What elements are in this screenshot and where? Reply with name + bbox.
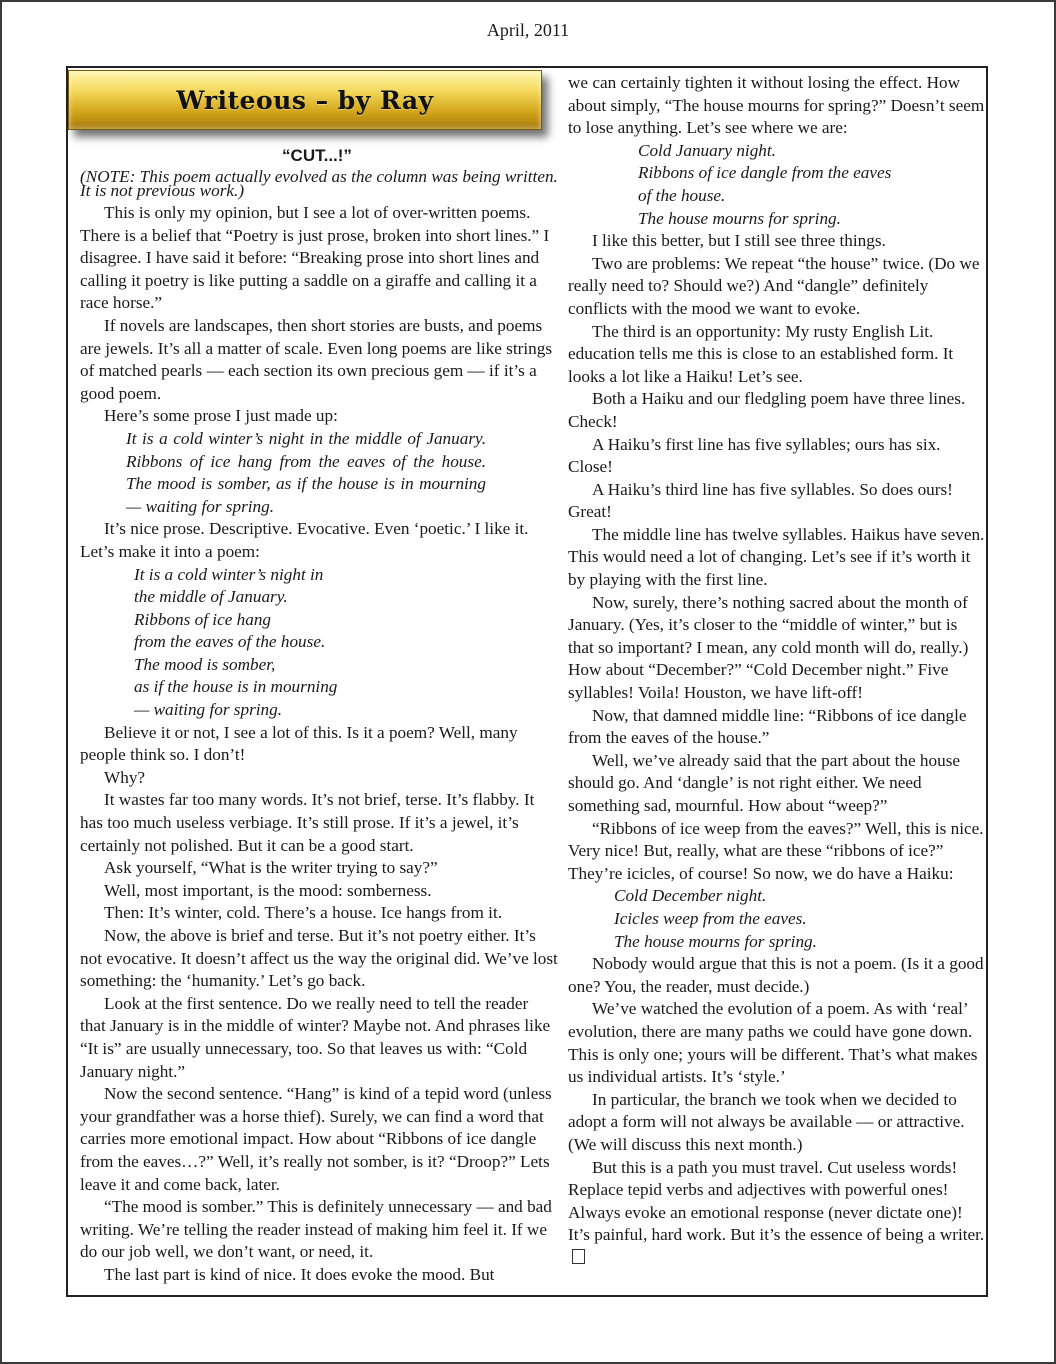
paragraph: Nobody would argue that this is not a poem. (Is it a good one? You, the reader, must decide.) <box>568 954 984 996</box>
paragraph: The middle line has twelve syllables. Haikus have seven. This would need a lot of changing. Let’s see if it’s worth it by playing with the first line. <box>568 524 985 590</box>
poem-line: — waiting for spring. <box>134 700 283 720</box>
paragraph: It wastes far too many words. It’s not brief, terse. It’s flabby. It has too much useless verbiage. It’s still prose. If it’s a jewel, it’s certainly not polished. But it can be a good start. <box>80 790 535 855</box>
paragraph: Both a Haiku and our fledgling poem have three lines. Check! <box>568 389 966 431</box>
paragraph: Two are problems: We repeat “the house” twice. (Do we really need to? Should we?) And “dangle” definitely conflicts with the mood we want to evoke. <box>568 253 980 318</box>
paragraph: It’s nice prose. Descriptive. Evocative. Even ‘poetic.’ I like it. Let’s make it into a poem: <box>80 519 529 561</box>
paragraph: Why? <box>104 767 146 787</box>
haiku-line: The house mourns for spring. <box>614 931 817 951</box>
paragraph: Well, most important, is the mood: somberness. <box>104 880 432 900</box>
paragraph: “Ribbons of ice weep from the eaves?” Well, this is nice. Very nice! But, really, what are these “ribbons of ice?” They’re icicles, of course! So now, we do have a Haiku: <box>568 818 984 883</box>
paragraph: we can certainly tighten it without losing the effect. How about simply, “The house mourns for spring?” Doesn’t seem to lose anything. Let’s see where we are: <box>568 73 985 138</box>
issue-date: April, 2011 <box>486 20 570 40</box>
left-column <box>80 167 558 1287</box>
haiku-line: Icicles weep from the eaves. <box>614 908 807 928</box>
haiku-line: Cold December night. <box>614 886 767 906</box>
poem-line: The house mourns for spring. <box>638 208 841 228</box>
paragraph: A Haiku’s third line has five syllables. So does ours! Great! <box>568 479 953 522</box>
paragraph: Now the second sentence. “Hang” is kind of a tepid word (unless your grandfather was a horse thief). Surely, we can find a word that carries more emotional impact. How about “Ribbons of ice dangle from the eaves…?” Well, it’s really not somber, is it? “Droop?” Lets leave it and come back, later. <box>80 1084 552 1194</box>
paragraph: The third is an opportunity: My rusty English Lit. education tells me this is close to an established form. It looks a lot like a Haiku! Let’s see. <box>568 321 954 386</box>
paragraph: Here’s some prose I just made up: <box>104 406 338 426</box>
paragraph: Believe it or not, I see a lot of this. Is it a poem? Well, many people think so. I don’t! <box>80 722 518 765</box>
final-paragraph-text: But this is a path you must travel. Cut useless words! Replace tepid verbs and adjectives with powerful ones! Always evoke an emotional response (never dictate one)! It’s painful, hard work. But it’s the essence of being a writer. <box>568 1157 985 1245</box>
right-column <box>568 72 986 1269</box>
poem-line: It is a cold winter’s night in <box>134 564 324 584</box>
banner-title: Writeous – by Ray <box>176 85 434 115</box>
poem-line: Ribbons of ice dangle from the eaves <box>638 163 892 183</box>
example-prose: It is a cold winter’s night in the middle of January. Ribbons of ice hang from the eaves of the house. The mood is somber, as if the house is in mourning — waiting for spring. <box>126 428 486 516</box>
paragraph: If novels are landscapes, then short stories are busts, and poems are jewels. It’s all a matter of scale. Even long poems are like strings of matched pearls — each section its own precious gem — if it’s a good poem. <box>80 315 553 403</box>
paragraph: Now, the above is brief and terse. But it’s not poetry either. It’s not evocative. It doesn’t affect us the way the original did. We’ve lost something: the ‘humanity.’ Let’s go back. <box>80 926 558 991</box>
poem-line: Cold January night. <box>638 140 776 160</box>
paragraph: Then: It’s winter, cold. There’s a house. Ice hangs from it. <box>104 903 503 923</box>
editor-note: (NOTE: This poem actually evolved as the column was being written. It is not previous work.) <box>80 167 558 200</box>
paragraph: Well, we’ve already said that the part about the house should go. And ‘dangle’ is not right either. We need something sad, mournful. How about “weep?” <box>568 750 961 815</box>
paragraph: Now, that damned middle line: “Ribbons of ice dangle from the eaves of the house.” <box>568 705 967 748</box>
poem-line: the middle of January. <box>134 587 288 607</box>
poem-line: Ribbons of ice hang <box>134 609 272 629</box>
paragraph: Now, surely, there’s nothing sacred about the month of January. (Yes, it’s closer to the “middle of winter,” but is that so important? I mean, any cold month will do, really.) How about “December?” “Cold December night.” Five syllables! Voila! Houston, we have lift-off! <box>568 592 969 703</box>
final-paragraph <box>568 1157 986 1270</box>
poem-line: The mood is somber, <box>134 654 276 674</box>
paragraph: “The mood is somber.” This is definitely unnecessary — and bad writing. We’re telling the reader instead of making him feel it. If we do our job well, we don’t want, or need, it. <box>80 1197 552 1262</box>
paragraph: We’ve watched the evolution of a poem. As with ‘real’ evolution, there are many paths we could have gone down. This is only one; yours will be different. That’s what makes us individual artists. It’s ‘style.’ <box>568 999 978 1087</box>
paragraph: A Haiku’s first line has five syllables; ours has six. Close! <box>568 434 941 477</box>
paragraph: I like this better, but I still see three things. <box>592 231 886 251</box>
end-mark-icon <box>572 1249 585 1264</box>
column-banner <box>68 70 542 130</box>
poem-line: as if the house is in mourning <box>134 677 338 697</box>
paragraph: In particular, the branch we took when we decided to adopt a form will not always be available — or attractive. (We will discuss this next month.) <box>568 1089 965 1154</box>
poem-line: from the eaves of the house. <box>134 632 326 652</box>
paragraph: This is only my opinion, but I see a lot of over-written poems. There is a belief that “Poetry is just prose, broken into short lines.” I disagree. I have said it before: “Breaking prose into short lines and calling it poetry is like putting a saddle on a giraffe and calling it a race horse.” <box>80 203 550 313</box>
paragraph: Look at the first sentence. Do we really need to tell the reader that January is in the middle of winter? Maybe not. And phrases like “It is” are usually unnecessary, too. So that leaves us with: “Cold January night.” <box>80 993 551 1081</box>
poem-line: of the house. <box>638 185 726 205</box>
paragraph: The last part is kind of nice. It does evoke the mood. But <box>104 1264 495 1284</box>
article-title: “CUT...!” <box>282 146 352 165</box>
paragraph: Ask yourself, “What is the writer trying to say?” <box>104 858 438 878</box>
